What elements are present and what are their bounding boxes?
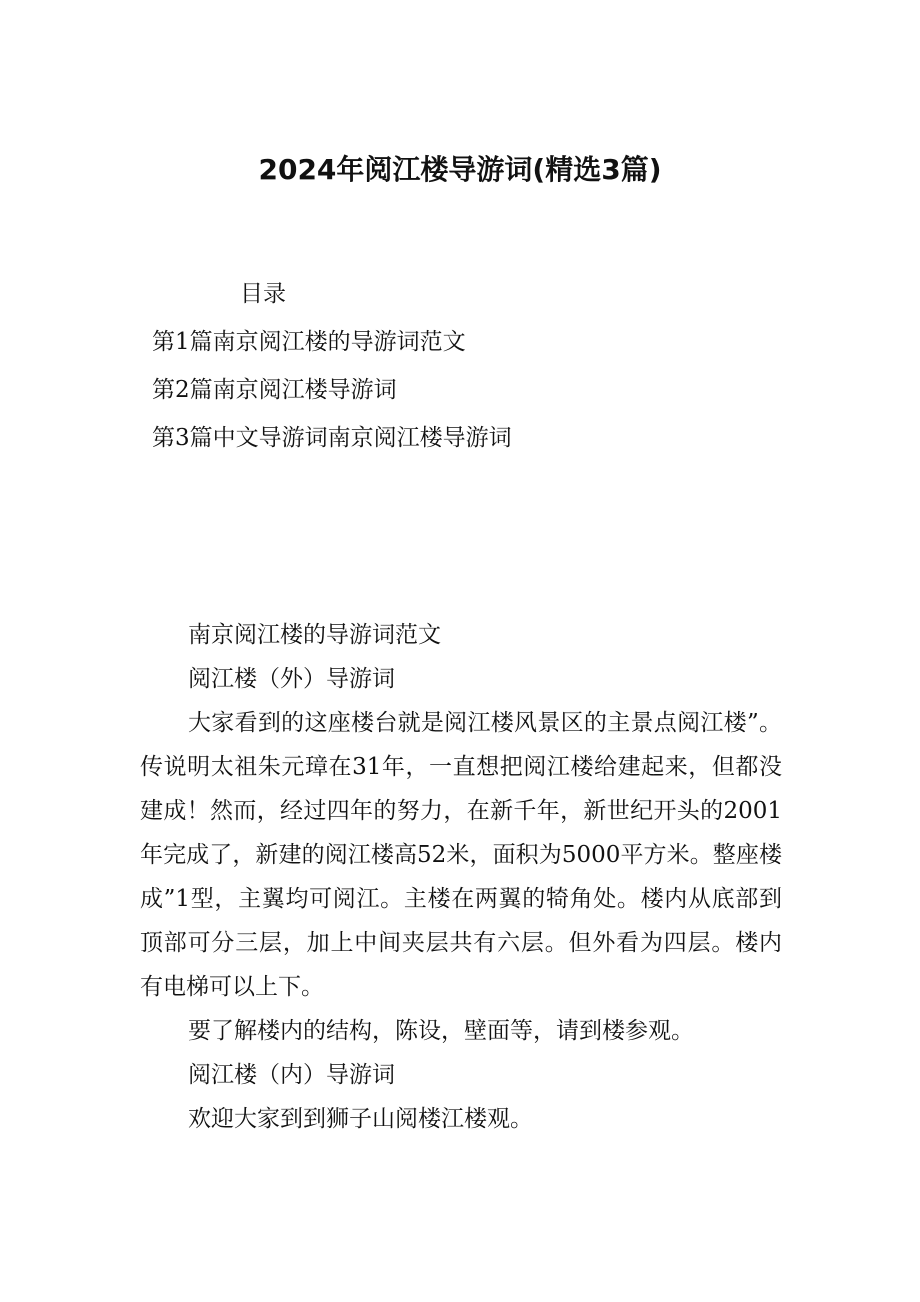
section-heading-inside: 阅江楼（内）导游词 <box>188 1062 395 1088</box>
toc-item-1: 第1篇南京阅江楼的导游词范文 <box>152 329 466 355</box>
section-heading-outside: 阅江楼（外）导游词 <box>188 666 395 692</box>
body-paragraph: 要了解楼内的结构，陈设，壁面等，请到楼参观。 <box>188 1018 694 1044</box>
body-paragraph: 大家看到的这座楼台就是阅江楼风景区的主景点阅江楼”。传说明太祖朱元璋在31年，一直想把阅江楼给建起来，但都没建成！然而，经过四年的努力，在新千年，新世纪开头的2001年完成了，新建的阅江楼高52米，面积为5000平方米。整座楼成”1型，主翼均可阅江。主楼在两翼的犄角处。楼内从底部到顶部可分三层，加上中间夹层共有六层。但外看为四层。楼内有电梯可以上下。 <box>140 710 782 1000</box>
toc-item-2: 第2篇南京阅江楼导游词 <box>152 377 397 403</box>
document-title: 2024年阅江楼导游词(精选3篇) <box>258 153 662 186</box>
toc-heading: 目录 <box>240 281 286 307</box>
toc-item-3: 第3篇中文导游词南京阅江楼导游词 <box>152 425 512 451</box>
article-heading: 南京阅江楼的导游词范文 <box>188 622 441 648</box>
table-of-contents <box>152 326 512 470</box>
article-body <box>140 613 782 1141</box>
body-paragraph: 欢迎大家到到狮子山阅楼江楼观。 <box>188 1106 533 1132</box>
